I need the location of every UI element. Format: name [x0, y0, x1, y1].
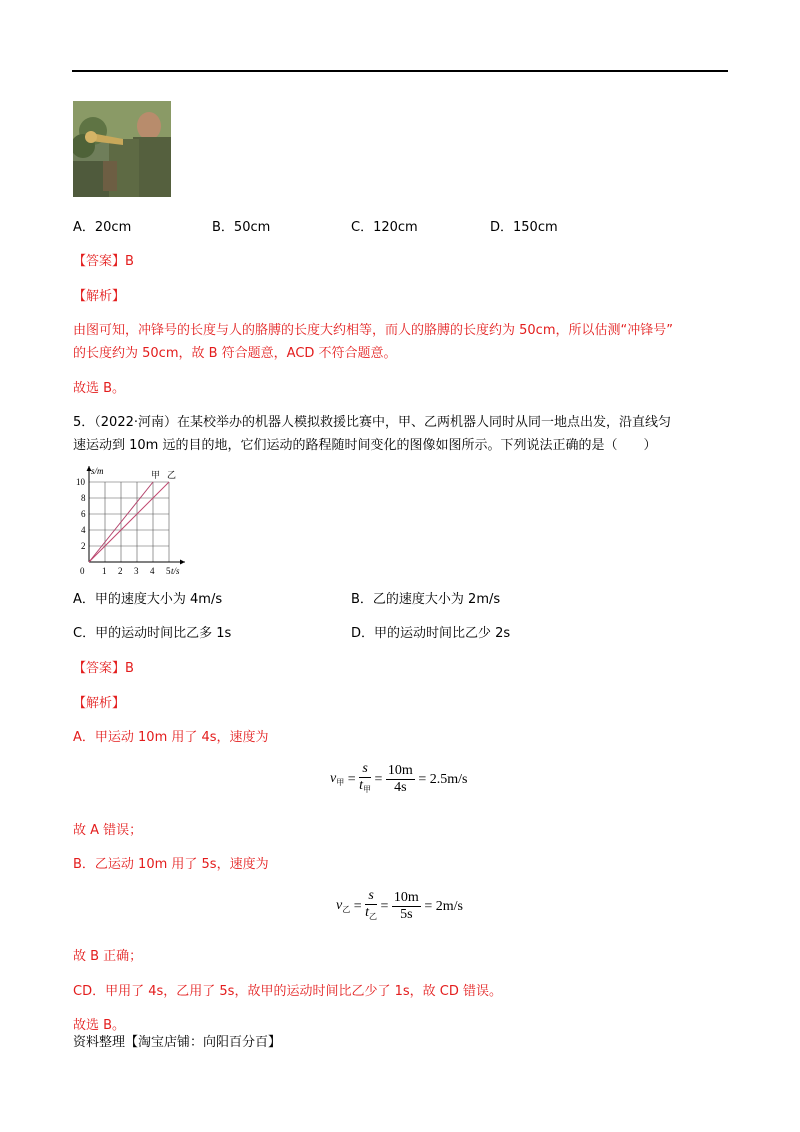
eq-a-num1: s	[362, 761, 368, 776]
x-tick-label: 3	[134, 566, 139, 576]
eq-a-lhs: v	[330, 771, 337, 786]
eq-b-result: = 2m/s	[424, 898, 463, 914]
y-tick-label: 10	[76, 477, 85, 487]
q4-analysis-line2: 的长度约为 50cm，故 B 符合题意，ACD 不符合题意。	[73, 346, 397, 361]
q5-option-a: A．甲的速度大小为 4m/s	[73, 592, 223, 607]
eq-b-lhs-sub: 乙	[342, 905, 351, 914]
q5-analysis-label: 【解析】	[73, 696, 126, 711]
q5-answer: 【答案】B	[73, 661, 134, 676]
q5-conclusion: 故选 B。	[73, 1018, 126, 1033]
q5-option-d: D．甲的运动时间比乙少 2s	[351, 626, 511, 641]
eq-b-den1: t	[365, 905, 370, 920]
x-tick-label: 4	[150, 566, 155, 576]
q4-conclusion: 故选 B。	[73, 381, 126, 396]
series-label-yi: 乙	[167, 471, 177, 481]
s-t-graph	[74, 466, 194, 578]
y-tick-label: 2	[81, 541, 86, 551]
equation-b: $v_乙$ = $\frac{s}{t_乙}$ = $\frac{10m}{5s}$ = 2m/s	[336, 888, 463, 922]
q4-answer: 【答案】B	[73, 254, 134, 269]
footer-note: 资料整理【淘宝店铺：向阳百分百】	[73, 1035, 282, 1050]
option-a: A．20cm	[73, 220, 132, 235]
bugler-photo	[73, 101, 171, 197]
q4-analysis-label: 【解析】	[73, 289, 126, 304]
eq-a-den1: t	[359, 778, 364, 793]
q5-wrong-a: 故 A 错误；	[73, 823, 143, 838]
eq-b-den2: 5s	[400, 907, 413, 922]
q5-stem-line2: 速运动到 10m 远的目的地，它们运动的路程随时间变化的图像如图所示。下列说法正确的是（ ）	[73, 438, 657, 453]
q5-stem-line1: 5．（2022·河南）在某校举办的机器人模拟救援比赛中，甲、乙两机器人同时从同一地点出发，沿直线匀	[73, 415, 671, 430]
option-d: D．150cm	[490, 220, 558, 235]
y-tick-label: 8	[81, 493, 86, 503]
q5-part-a: A．甲运动 10m 用了 4s，速度为	[73, 730, 269, 745]
q5-right-b: 故 B 正确；	[73, 949, 143, 964]
s-t-chart-svg	[74, 466, 194, 578]
x-tick-label: 1	[102, 566, 107, 576]
series-label-jia: 甲	[151, 471, 161, 481]
eq-a-result: = 2.5m/s	[418, 771, 468, 787]
q5-option-c: C．甲的运动时间比乙多 1s	[73, 626, 232, 641]
x-axis-arrow	[180, 560, 185, 565]
header-rule	[72, 70, 728, 72]
eq-a-den1-sub: 甲	[363, 785, 372, 794]
q5-part-b: B．乙运动 10m 用了 5s，速度为	[73, 857, 269, 872]
x-tick-label: 2	[118, 566, 123, 576]
series-line-yi	[89, 482, 169, 562]
x-axis-label: t/s	[171, 566, 180, 576]
eq-b-lhs: v	[336, 898, 343, 913]
q5-option-b: B．乙的速度大小为 2m/s	[351, 592, 501, 607]
eq-b-num1: s	[368, 888, 374, 903]
x-tick-label: 5	[166, 566, 171, 576]
q5-part-cd: CD．甲用了 4s，乙用了 5s，故甲的运动时间比乙少了 1s，故 CD 错误。	[73, 984, 502, 999]
eq-b-den1-sub: 乙	[369, 912, 378, 921]
eq-a-den2: 4s	[394, 780, 407, 795]
y-tick-label: 4	[81, 525, 86, 535]
y-tick-label: 6	[81, 509, 86, 519]
x-tick-label: 0	[80, 566, 85, 576]
y-axis-label: s/m	[91, 466, 104, 476]
option-b: B．50cm	[212, 220, 271, 235]
eq-b-num2: 10m	[393, 890, 419, 905]
equation-a: $v_甲$ = $\frac{s}{t_甲}$ = $\frac{10m}{4s}$ = 2.5m/s	[330, 761, 468, 795]
eq-a-num2: 10m	[387, 763, 413, 778]
q4-analysis-line1: 由图可知，冲锋号的长度与人的胳膊的长度大约相等，而人的胳膊的长度约为 50cm，所以估测“冲锋号”	[73, 323, 673, 338]
option-c: C．120cm	[351, 220, 418, 235]
eq-a-lhs-sub: 甲	[336, 778, 345, 787]
